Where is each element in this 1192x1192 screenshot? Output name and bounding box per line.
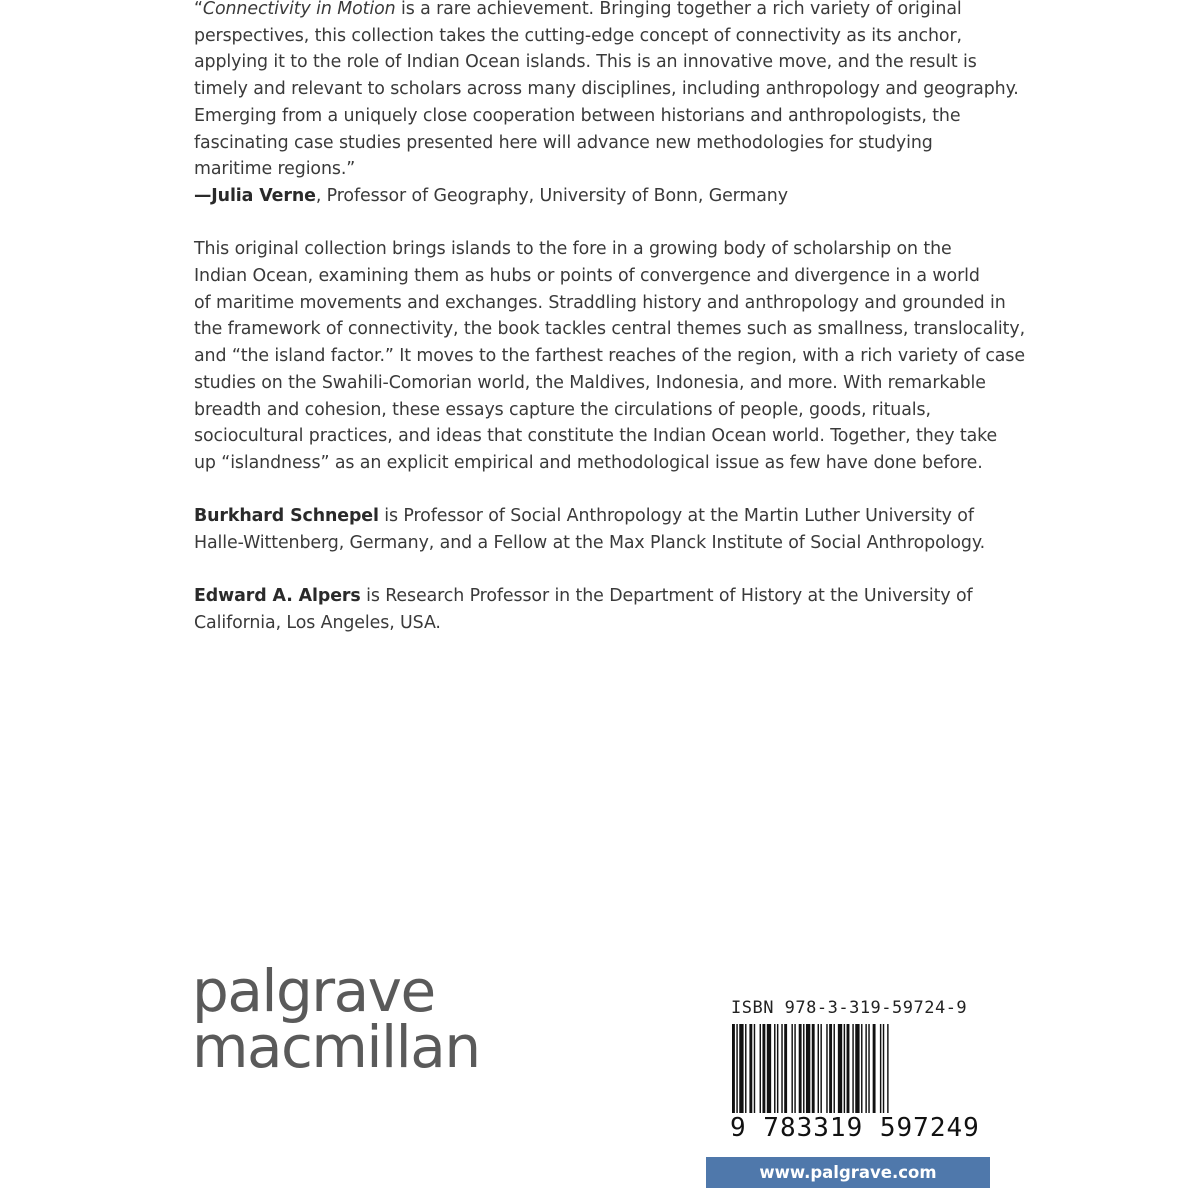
description-line: and “the island factor.” It moves to the farthest reaches of the region, with a rich variety of case [194,346,1025,367]
publisher-logo [192,957,480,1081]
quote-attribution: —Julia Verne, Professor of Geography, University of Bonn, Germany [194,185,788,206]
quote-paragraph [194,0,1019,210]
description-paragraph [194,236,1025,476]
description-line: up “islandness” as an explicit empirical and methodological issue as few have done before. [194,452,983,473]
quote-line: Emerging from a uniquely close cooperation between historians and anthropologists, the [194,105,961,126]
logo-word-macmillan: macmillan [192,1013,480,1081]
description-line: This original collection brings islands to the fore in a growing body of scholarship on the [194,239,952,260]
barcode-digits: 9 783319 597249 [730,1113,980,1143]
quote-line: fascinating case studies presented here will advance new methodologies for studying [194,132,933,153]
author-bio-alpers: Edward A. Alpers is Research Professor in the Department of History at the University of California, Los Angeles, USA. [194,586,973,634]
quote-line: timely and relevant to scholars across many disciplines, including anthropology and geography. [194,79,1019,100]
author-name: Edward A. Alpers [194,586,361,607]
author-bio-schnepel: Burkhard Schnepel is Professor of Social Anthropology at the Martin Luther University of Halle-Wittenberg, Germany, and a Fellow at the Max Planck Institute of Social Anthropology. [194,506,986,554]
description-line: of maritime movements and exchanges. Straddling history and anthropology and grounded in [194,292,1006,313]
description-line: the framework of connectivity, the book tackles central themes such as smallness, translocality, [194,319,1025,340]
quote-line: perspectives, this collection takes the cutting-edge concept of connectivity as its anchor, [194,25,962,46]
description-line: breadth and cohesion, these essays capture the circulations of people, goods, rituals, [194,399,931,420]
quote-line: applying it to the role of Indian Ocean islands. This is an innovative move, and the result is [194,52,977,73]
description-line: Indian Ocean, examining them as hubs or points of convergence and divergence in a world [194,266,980,287]
publisher-website-link[interactable] [706,1157,990,1188]
isbn-label: ISBN 978-3-319-59724-9 [731,998,968,1018]
logo-word-palgrave: palgrave [192,957,435,1025]
quoted-book-title: Connectivity in Motion [202,0,396,19]
description-line: studies on the Swahili-Comorian world, the Maldives, Indonesia, and more. With remarkable [194,372,986,393]
attribution-name: —Julia Verne [194,185,316,206]
description-line: sociocultural practices, and ideas that constitute the Indian Ocean world. Together, they take [194,426,998,447]
quote-line-1: “Connectivity in Motion is a rare achievement. Bringing together a rich variety of original [194,0,962,19]
quote-line: maritime regions.” [194,159,356,180]
author-name: Burkhard Schnepel [194,506,379,527]
back-cover-text [194,0,1025,637]
website-text: www.palgrave.com [759,1163,937,1182]
